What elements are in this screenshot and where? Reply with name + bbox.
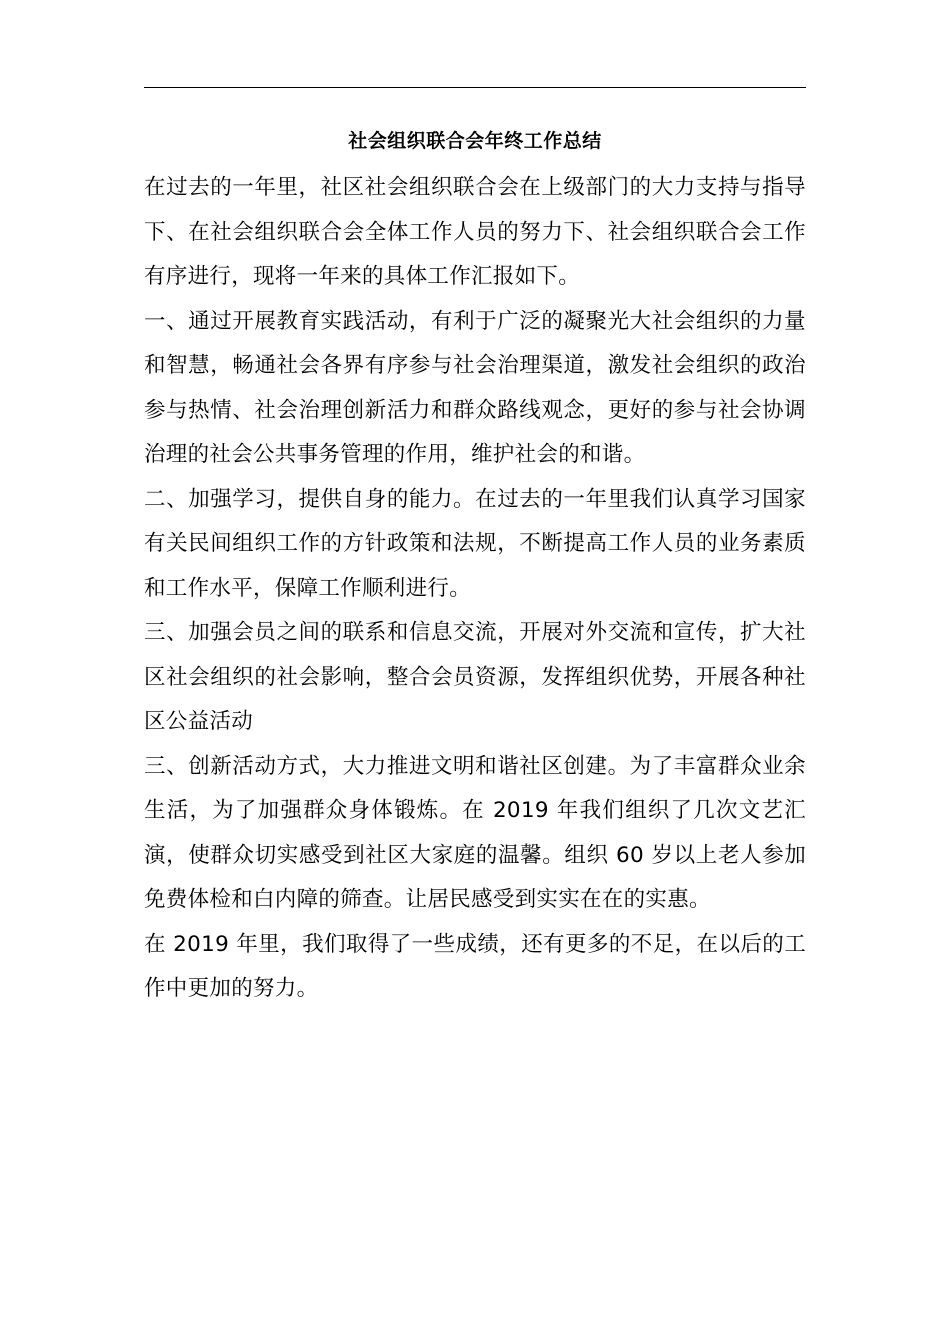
document-body xyxy=(144,166,806,1012)
paragraph-conclusion: 在 2019 年里，我们取得了一些成绩，还有更多的不足，在以后的工作中更加的努力。 xyxy=(144,931,806,1001)
paragraph-intro: 在过去的一年里，社区社会组织联合会在上级部门的大力支持与指导下、在社会组织联合会全体工作人员的努力下、社会组织联合会工作有序进行，现将一年来的具体工作汇报如下。 xyxy=(144,175,806,289)
document-title: 社会组织联合会年终工作总结 xyxy=(348,130,602,152)
paragraph-section-3b: 三、创新活动方式，大力推进文明和谐社区创建。为了丰富群众业余生活，为了加强群众身体锻炼。在 2019 年我们组织了几次文艺汇演，使群众切实感受到社区大家庭的温馨。组织 60 岁以上老人参加免费体检和白内障的筛查。让居民感受到实实在在的实惠。 xyxy=(144,753,806,912)
paragraph-section-2: 二、加强学习，提供自身的能力。在过去的一年里我们认真学习国家有关民间组织工作的方针政策和法规，不断提高工作人员的业务素质和工作水平，保障工作顺利进行。 xyxy=(144,486,806,601)
paragraph-section-1: 一、通过开展教育实践活动，有利于广泛的凝聚光大社会组织的力量和智慧，畅通社会各界有序参与社会治理渠道，激发社会组织的政治参与热情、社会治理创新活力和群众路线观念，更好的参与社会协调治理的社会公共事务管理的作用，维护社会的和谐。 xyxy=(144,308,806,467)
paragraph-section-3: 三、加强会员之间的联系和信息交流，开展对外交流和宣传，扩大社区社会组织的社会影响，整合会员资源，发挥组织优势，开展各种社区公益活动 xyxy=(144,620,806,734)
header-rule xyxy=(144,87,806,88)
